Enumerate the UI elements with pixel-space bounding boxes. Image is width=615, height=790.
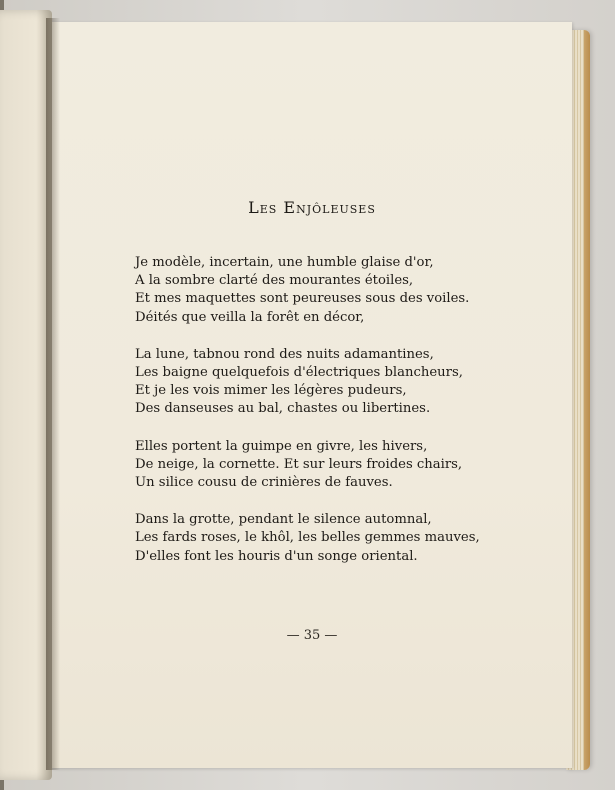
book-page [52,22,572,768]
poem-line: De neige, la cornette. Et sur leurs froides chairs, [135,456,463,472]
page-number: — 35 — [286,628,338,643]
stanza-1 [135,254,535,327]
poem-line: Déités que veilla la forêt en décor, [135,309,365,325]
gutter-shadow [46,18,60,770]
poem-line: Et mes maquettes sont peureuses sous des voiles. [135,291,470,307]
poem-title-text: Les Enjôleuses [248,198,376,217]
poem-line: La lune, tabnou rond des nuits adamantines, [135,346,434,362]
poem-line: D'elles font les houris d'un songe oriental. [135,548,418,564]
poem-line: Dans la grotte, pendant le silence automnal, [135,512,432,528]
poem-line: Elles portent la guimpe en givre, les hivers, [135,438,428,454]
poem-line: Un silice cousu de crinières de fauves. [135,475,393,491]
poem-title [52,198,572,217]
poem-line: Les fards roses, le khôl, les belles gemmes mauves, [135,530,480,546]
poem-line: Et je les vois mimer les légères pudeurs, [135,383,407,399]
left-facing-page [0,10,52,780]
poem-line: Des danseuses au bal, chastes ou libertines. [135,401,431,417]
stanza-2 [135,346,535,419]
poem-body [135,254,535,585]
poem-line: Je modèle, incertain, une humble glaise d'or, [135,255,434,270]
poem-line: Les baigne quelquefois d'électriques blancheurs, [135,365,463,381]
stanza-4 [135,511,535,566]
stanza-3 [135,438,535,493]
poem-line: A la sombre clarté des mourantes étoiles, [135,273,414,289]
